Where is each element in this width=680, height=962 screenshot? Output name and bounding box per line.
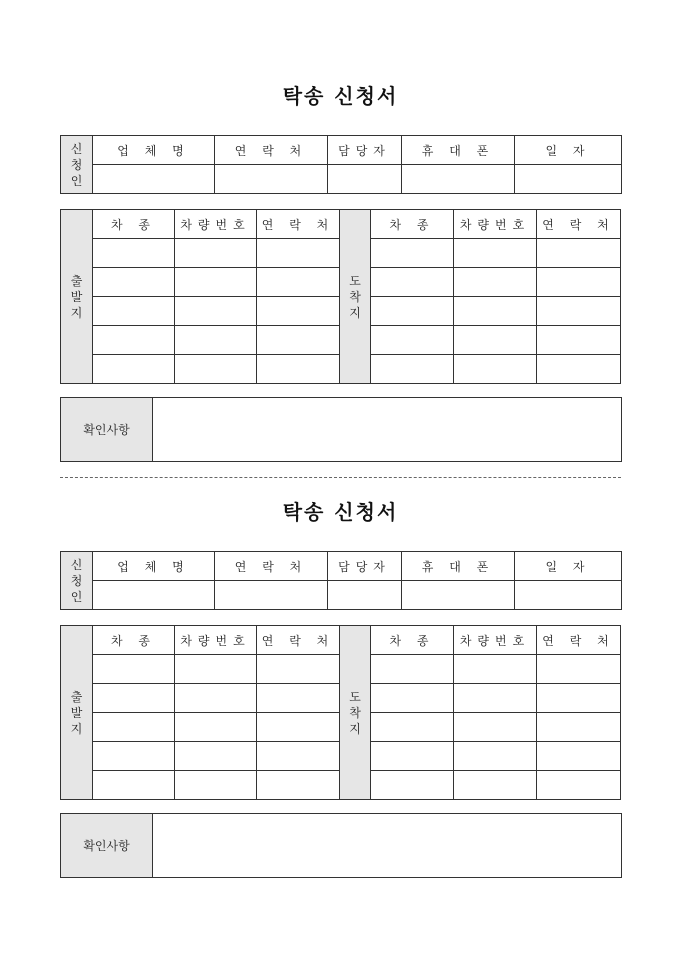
departure-input-cell[interactable] [93,268,175,297]
arrival-input-cell[interactable] [537,655,621,684]
arrival-label: 도 착 지 [340,626,371,800]
arrival-input-cell[interactable] [537,771,621,800]
departure-header: 연 락 처 [257,626,340,655]
departure-input-cell[interactable] [257,326,340,355]
departure-input-cell[interactable] [175,355,257,384]
departure-input-cell[interactable] [93,239,175,268]
departure-input-cell[interactable] [175,297,257,326]
departure-input-cell[interactable] [257,771,340,800]
departure-input-cell[interactable] [257,742,340,771]
departure-input-cell[interactable] [93,655,175,684]
confirm-label: 확인사항 [61,814,153,878]
arrival-input-cell[interactable] [454,713,537,742]
departure-header: 차량번호 [175,210,257,239]
arrival-input-cell[interactable] [454,684,537,713]
departure-input-cell[interactable] [257,355,340,384]
applicant-input-cell[interactable] [402,165,515,194]
arrival-input-cell[interactable] [454,297,537,326]
arrival-input-cell[interactable] [454,326,537,355]
departure-input-cell[interactable] [257,239,340,268]
arrival-input-cell[interactable] [454,742,537,771]
arrival-header: 연 락 처 [537,626,621,655]
arrival-input-cell[interactable] [537,239,621,268]
departure-input-cell[interactable] [93,713,175,742]
departure-header: 연 락 처 [257,210,340,239]
arrival-input-cell[interactable] [371,326,454,355]
departure-input-cell[interactable] [93,326,175,355]
departure-input-cell[interactable] [175,742,257,771]
applicant-header: 담당자 [328,136,402,165]
departure-input-cell[interactable] [93,742,175,771]
arrival-input-cell[interactable] [371,268,454,297]
applicant-header: 업 체 명 [93,136,215,165]
applicant-input-cell[interactable] [93,581,215,610]
arrival-input-cell[interactable] [371,297,454,326]
departure-input-cell[interactable] [257,713,340,742]
cut-line [60,477,621,478]
applicant-header: 휴 대 폰 [402,552,515,581]
applicant-input-cell[interactable] [93,165,215,194]
arrival-input-cell[interactable] [371,355,454,384]
arrival-header: 차량번호 [454,210,537,239]
applicant-label: 신 청 인 [61,136,93,194]
arrival-input-cell[interactable] [371,771,454,800]
confirm-input-cell[interactable] [153,814,622,878]
departure-input-cell[interactable] [257,297,340,326]
arrival-input-cell[interactable] [454,655,537,684]
arrival-input-cell[interactable] [371,713,454,742]
arrival-input-cell[interactable] [537,684,621,713]
arrival-input-cell[interactable] [371,655,454,684]
arrival-header: 차 종 [371,626,454,655]
departure-input-cell[interactable] [93,771,175,800]
arrival-input-cell[interactable] [537,713,621,742]
applicant-header: 연 락 처 [215,136,328,165]
departure-input-cell[interactable] [175,326,257,355]
departure-header: 차 종 [93,210,175,239]
departure-input-cell[interactable] [175,655,257,684]
departure-input-cell[interactable] [175,713,257,742]
departure-label: 출 발 지 [61,626,93,800]
arrival-input-cell[interactable] [454,771,537,800]
applicant-input-cell[interactable] [215,165,328,194]
applicant-header: 업 체 명 [93,552,215,581]
applicant-input-cell[interactable] [328,581,402,610]
arrival-input-cell[interactable] [537,268,621,297]
confirm-label: 확인사항 [61,398,153,462]
applicant-input-cell[interactable] [328,165,402,194]
arrival-label: 도 착 지 [340,210,371,384]
departure-input-cell[interactable] [175,771,257,800]
departure-header: 차 종 [93,626,175,655]
applicant-input-cell[interactable] [215,581,328,610]
departure-input-cell[interactable] [175,268,257,297]
arrival-input-cell[interactable] [371,239,454,268]
applicant-header: 담당자 [328,552,402,581]
departure-input-cell[interactable] [175,239,257,268]
arrival-input-cell[interactable] [454,268,537,297]
applicant-header: 일 자 [515,552,622,581]
departure-input-cell[interactable] [93,355,175,384]
departure-label: 출 발 지 [61,210,93,384]
arrival-input-cell[interactable] [371,684,454,713]
confirm-input-cell[interactable] [153,398,622,462]
form-title: 탁송 신청서 [282,84,399,108]
applicant-input-cell[interactable] [515,581,622,610]
arrival-input-cell[interactable] [537,326,621,355]
arrival-header: 차량번호 [454,626,537,655]
departure-input-cell[interactable] [257,655,340,684]
departure-header: 차량번호 [175,626,257,655]
departure-input-cell[interactable] [257,268,340,297]
arrival-header: 연 락 처 [537,210,621,239]
arrival-input-cell[interactable] [454,355,537,384]
departure-input-cell[interactable] [175,684,257,713]
departure-input-cell[interactable] [93,684,175,713]
departure-input-cell[interactable] [93,297,175,326]
applicant-header: 연 락 처 [215,552,328,581]
arrival-input-cell[interactable] [371,742,454,771]
applicant-header: 일 자 [515,136,622,165]
departure-input-cell[interactable] [257,684,340,713]
applicant-header: 휴 대 폰 [402,136,515,165]
arrival-input-cell[interactable] [537,355,621,384]
arrival-input-cell[interactable] [537,742,621,771]
arrival-header: 차 종 [371,210,454,239]
applicant-label: 신 청 인 [61,552,93,610]
applicant-input-cell[interactable] [402,581,515,610]
arrival-input-cell[interactable] [454,239,537,268]
arrival-input-cell[interactable] [537,297,621,326]
applicant-input-cell[interactable] [515,165,622,194]
form-title: 탁송 신청서 [282,500,399,524]
